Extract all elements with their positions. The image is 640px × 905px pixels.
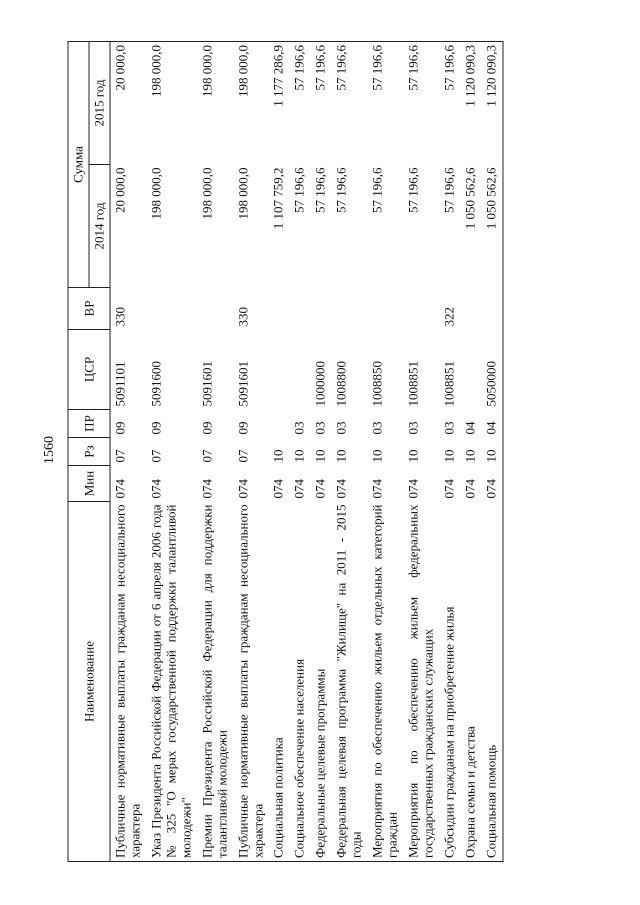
header-csr: ЦСР bbox=[68, 330, 110, 410]
row-name: Субсидии гражданам на приобретение жилья bbox=[441, 606, 457, 858]
row-name: Охрана семьи и детства bbox=[462, 726, 478, 858]
row-sum-2015: 1 120 090,3 bbox=[462, 45, 478, 107]
row-sum-2015: 57 196,6 bbox=[333, 45, 349, 91]
row-pr: 09 bbox=[199, 421, 215, 435]
header-year-2015: 2015 год bbox=[89, 42, 110, 165]
row-csr: 1008850 bbox=[369, 361, 385, 407]
row-sum-2014: 198 000,0 bbox=[199, 167, 215, 220]
row-name: Публичные нормативные выплаты гражданам несоциального характера bbox=[235, 504, 265, 858]
rotated-page bbox=[68, 42, 573, 862]
row-sum-2015: 57 196,6 bbox=[291, 45, 307, 91]
row-sum-2015: 198 000,0 bbox=[199, 45, 215, 97]
row-csr: 1000000 bbox=[312, 361, 328, 407]
row-rz: 10 bbox=[270, 449, 286, 463]
row-vr bbox=[481, 288, 502, 330]
row-sum-2014: 1 050 562,6 bbox=[483, 167, 499, 230]
row-rz: 07 bbox=[235, 449, 251, 463]
table-row bbox=[110, 42, 146, 862]
row-name: Мероприятия по обеспечению жильем федеральных государственных гражданских служащих bbox=[405, 504, 436, 858]
row-sum-2015: 1 177 286,9 bbox=[270, 45, 286, 107]
row-vr: 322 bbox=[441, 307, 457, 327]
table-row bbox=[439, 42, 460, 862]
table-row bbox=[146, 42, 197, 862]
table-body bbox=[110, 42, 503, 862]
row-min: 074 bbox=[369, 479, 385, 499]
row-pr: 03 bbox=[312, 421, 328, 435]
row-pr: 03 bbox=[405, 421, 421, 435]
row-csr bbox=[269, 330, 290, 410]
table-row bbox=[332, 42, 368, 862]
row-csr: 1008851 bbox=[405, 361, 421, 407]
row-sum-2014: 57 196,6 bbox=[333, 167, 349, 213]
row-min: 074 bbox=[462, 479, 478, 499]
table-row bbox=[460, 42, 481, 862]
row-name: Указ Президента Российской Федерации от 6 апреля 2006 года № 325 "О мерах государственной поддержки талантливой молодежи" bbox=[148, 504, 194, 858]
row-min: 074 bbox=[312, 479, 328, 499]
header-rz: Рз bbox=[68, 438, 110, 466]
row-csr: 1008800 bbox=[333, 361, 349, 407]
row-csr: 5050000 bbox=[483, 361, 499, 407]
row-name: Мероприятия по обеспечению жильем отдельных категорий граждан bbox=[369, 504, 400, 858]
row-sum-2014: 57 196,6 bbox=[369, 167, 385, 213]
row-vr bbox=[332, 288, 368, 330]
row-sum-2014: 57 196,6 bbox=[441, 167, 457, 213]
row-name: Социальное обеспечение населения bbox=[291, 658, 307, 858]
row-vr bbox=[146, 288, 197, 330]
table-row bbox=[311, 42, 332, 862]
row-pr: 09 bbox=[148, 421, 164, 435]
row-rz: 10 bbox=[291, 449, 307, 463]
row-pr: 03 bbox=[369, 421, 385, 435]
row-rz: 10 bbox=[441, 449, 457, 463]
row-sum-2015: 57 196,6 bbox=[312, 45, 328, 91]
table-row bbox=[481, 42, 502, 862]
table-header bbox=[68, 42, 110, 862]
row-rz: 07 bbox=[199, 449, 215, 463]
row-sum-2015: 1 120 090,3 bbox=[483, 45, 499, 107]
row-sum-2014: 1 107 759,2 bbox=[270, 167, 286, 230]
row-pr: 03 bbox=[441, 421, 457, 435]
table-row bbox=[290, 42, 311, 862]
row-min: 074 bbox=[148, 479, 164, 499]
header-vr: ВР bbox=[68, 288, 110, 330]
table-row bbox=[233, 42, 269, 862]
table-row bbox=[404, 42, 440, 862]
row-name: Федеральные целевые программы bbox=[312, 668, 328, 858]
row-min: 074 bbox=[235, 479, 251, 499]
table-row bbox=[269, 42, 290, 862]
header-pr: ПР bbox=[68, 410, 110, 438]
row-pr: 09 bbox=[235, 421, 251, 435]
row-rz: 10 bbox=[483, 449, 499, 463]
row-sum-2015: 57 196,6 bbox=[441, 45, 457, 91]
row-min: 074 bbox=[112, 479, 128, 499]
row-sum-2014: 57 196,6 bbox=[291, 167, 307, 213]
row-name: Федеральная целевая программа "Жилище" на 2011 - 2015 годы bbox=[333, 504, 364, 858]
row-sum-2014: 198 000,0 bbox=[235, 167, 251, 220]
row-min: 074 bbox=[291, 479, 307, 499]
row-min: 074 bbox=[199, 479, 215, 499]
row-vr bbox=[290, 288, 311, 330]
row-name: Премии Президента Российской Федерации для поддержки талантливой молодежи bbox=[199, 504, 230, 858]
row-pr: 09 bbox=[112, 421, 128, 435]
table-row bbox=[197, 42, 233, 862]
header-year-2014: 2014 год bbox=[89, 165, 110, 288]
budget-table bbox=[68, 41, 504, 862]
row-min: 074 bbox=[441, 479, 457, 499]
row-sum-2015: 198 000,0 bbox=[235, 45, 251, 97]
row-csr bbox=[290, 330, 311, 410]
page-number: 1560 bbox=[42, 436, 57, 464]
row-pr: 03 bbox=[291, 421, 307, 435]
table-row bbox=[368, 42, 404, 862]
row-sum-2015: 198 000,0 bbox=[148, 45, 164, 97]
row-sum-2014: 1 050 562,6 bbox=[462, 167, 478, 230]
row-csr: 5091600 bbox=[148, 361, 164, 407]
row-sum-2015: 20 000,0 bbox=[112, 45, 128, 91]
row-pr: 04 bbox=[483, 421, 499, 435]
header-sum: Сумма bbox=[68, 42, 89, 288]
row-sum-2014: 198 000,0 bbox=[148, 167, 164, 220]
row-rz: 10 bbox=[462, 449, 478, 463]
row-csr: 5091101 bbox=[112, 361, 128, 407]
row-sum-2014: 20 000,0 bbox=[112, 167, 128, 213]
row-csr: 5091601 bbox=[199, 361, 215, 407]
row-vr bbox=[404, 288, 440, 330]
row-vr bbox=[197, 288, 233, 330]
row-csr: 1008851 bbox=[441, 361, 457, 407]
row-name: Публичные нормативные выплаты гражданам несоциального характера bbox=[112, 504, 143, 858]
row-sum-2014: 57 196,6 bbox=[405, 167, 421, 213]
row-rz: 10 bbox=[312, 449, 328, 463]
row-rz: 07 bbox=[148, 449, 164, 463]
row-sum-2014: 57 196,6 bbox=[312, 167, 328, 213]
row-pr: 03 bbox=[333, 421, 349, 435]
row-pr bbox=[269, 410, 290, 438]
row-rz: 10 bbox=[369, 449, 385, 463]
row-name: Социальная помощь bbox=[483, 744, 499, 858]
row-min: 074 bbox=[483, 479, 499, 499]
row-pr: 04 bbox=[462, 421, 478, 435]
row-vr: 330 bbox=[112, 307, 128, 327]
row-vr bbox=[311, 288, 332, 330]
row-min: 074 bbox=[405, 479, 421, 499]
row-rz: 10 bbox=[333, 449, 349, 463]
row-vr bbox=[460, 288, 481, 330]
row-vr: 330 bbox=[235, 307, 251, 327]
row-min: 074 bbox=[270, 479, 286, 499]
row-vr bbox=[368, 288, 404, 330]
row-vr bbox=[269, 288, 290, 330]
row-rz: 10 bbox=[405, 449, 421, 463]
row-min: 074 bbox=[333, 479, 349, 499]
row-csr: 5091601 bbox=[235, 361, 251, 407]
row-name: Социальная политика bbox=[270, 737, 286, 858]
row-sum-2015: 57 196,6 bbox=[369, 45, 385, 91]
row-sum-2015: 57 196,6 bbox=[405, 45, 421, 91]
row-rz: 07 bbox=[112, 449, 128, 463]
header-min: Мин bbox=[68, 466, 110, 502]
row-csr bbox=[460, 330, 481, 410]
header-name: Наименование bbox=[68, 502, 110, 862]
